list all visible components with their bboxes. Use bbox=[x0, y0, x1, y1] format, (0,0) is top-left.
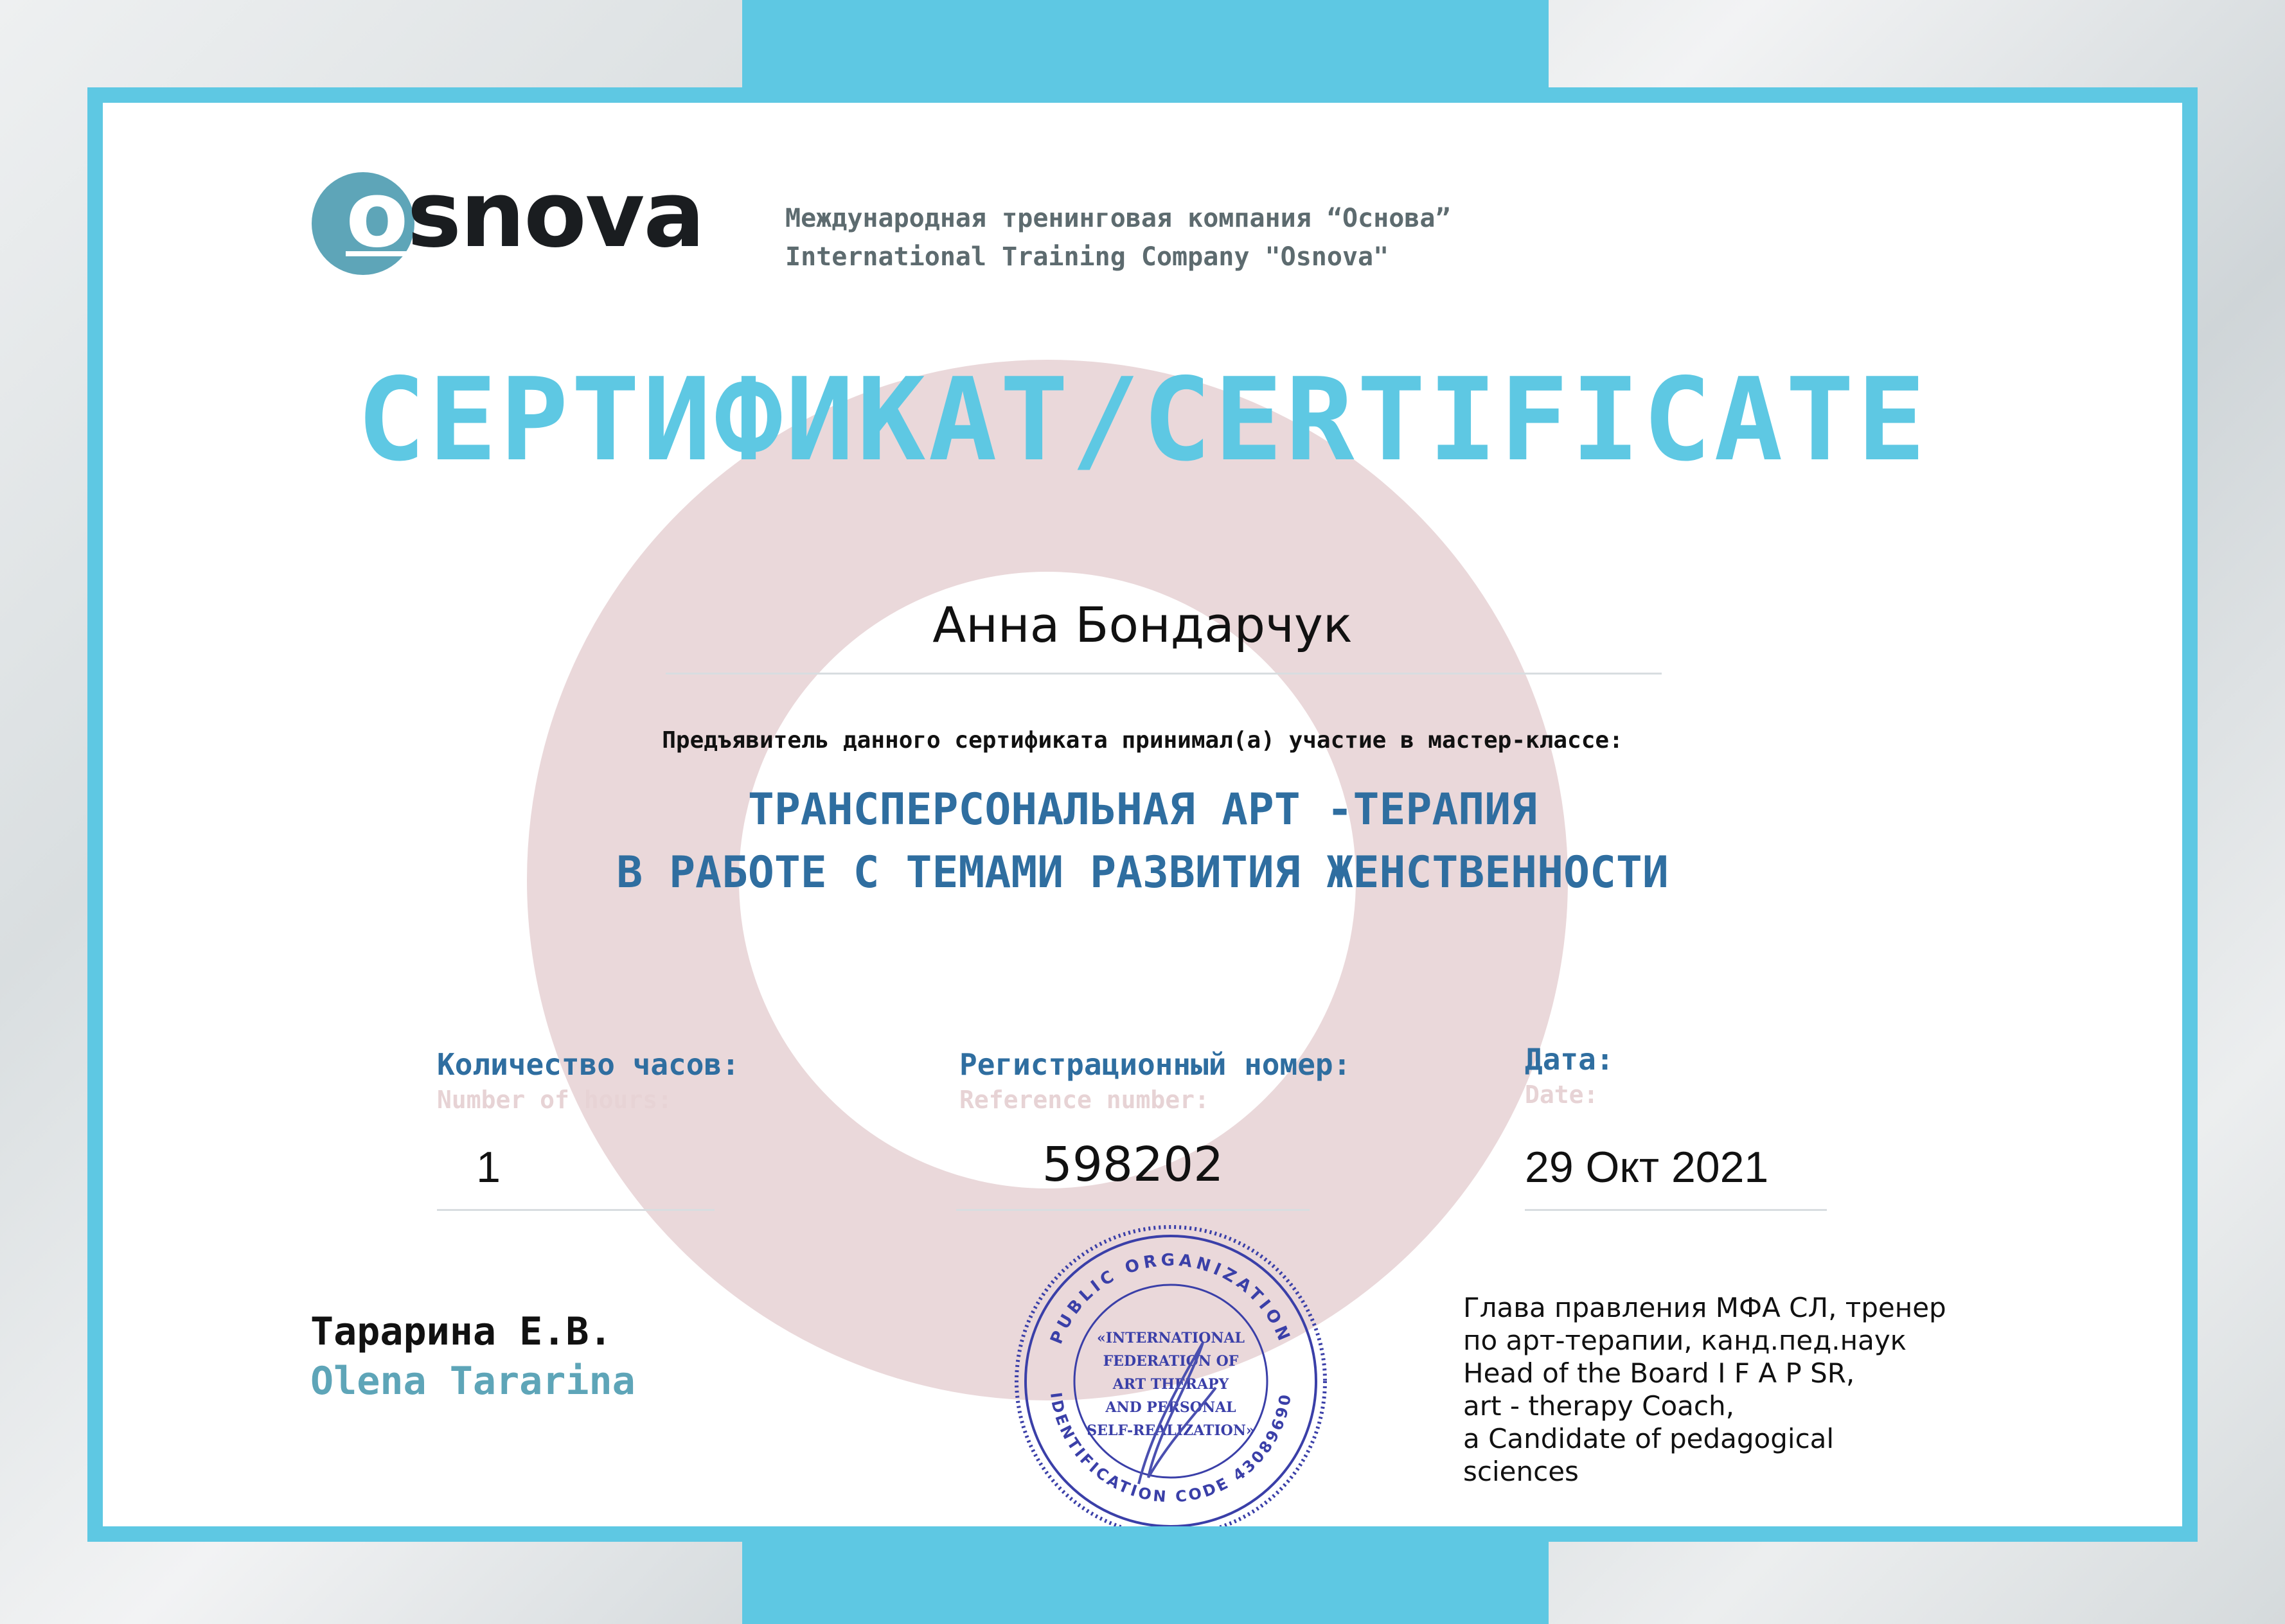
stamp-center-line: SELF-REALIZATION» bbox=[1087, 1422, 1255, 1439]
course-title bbox=[103, 779, 2182, 905]
signer-name-ru: Тарарина Е.В. bbox=[310, 1309, 612, 1354]
hours-sublabel: Number of hours: bbox=[437, 1086, 673, 1114]
date-label: Дата: bbox=[1525, 1042, 1614, 1077]
reference-value: 598202 bbox=[1042, 1137, 1224, 1192]
date-sublabel: Date: bbox=[1525, 1081, 1599, 1109]
stamp-center-line: AND PERSONAL bbox=[1105, 1399, 1236, 1416]
signer-position bbox=[1463, 1291, 2041, 1488]
date-value: 29 Окт 2021 bbox=[1525, 1143, 1769, 1192]
hours-value: 1 bbox=[476, 1143, 501, 1192]
top-blue-band bbox=[742, 0, 1549, 90]
position-line: sciences bbox=[1463, 1456, 1579, 1487]
position-line: Head of the Board I F A P SR, bbox=[1463, 1357, 1855, 1389]
company-name-en: International Training Company "Osnova" bbox=[785, 242, 1389, 272]
organization-stamp bbox=[1010, 1221, 1331, 1526]
hours-label: Количество часов: bbox=[437, 1047, 740, 1082]
stamp-bottom-text: IDENTIFICATION CODE 43089690 bbox=[1046, 1391, 1295, 1506]
date-underline bbox=[1525, 1209, 1827, 1211]
course-title-line-2: В РАБОТЕ С ТЕМАМИ РАЗВИТИЯ ЖЕНСТВЕННОСТИ bbox=[616, 847, 1669, 898]
position-line: a Candidate of pedagogical bbox=[1463, 1423, 1835, 1454]
bottom-blue-band bbox=[742, 1535, 1549, 1624]
company-name bbox=[785, 199, 1451, 276]
stamp-center-line: «INTERNATIONAL bbox=[1096, 1330, 1245, 1346]
logo-text-rest: snova bbox=[407, 162, 704, 268]
course-title-line-1: ТРАНСПЕРСОНАЛЬНАЯ АРТ -ТЕРАПИЯ bbox=[747, 784, 1538, 835]
recipient-underline bbox=[666, 673, 1662, 675]
position-line: по арт-терапии, канд.пед.наук bbox=[1463, 1325, 1907, 1356]
position-line: Глава правления МФА СЛ, тренер bbox=[1463, 1292, 1946, 1323]
stamp-center-line: ART THERAPY bbox=[1112, 1376, 1229, 1393]
company-name-ru: Международная тренинговая компания “Основа” bbox=[785, 204, 1451, 233]
certificate-title: СЕРТИФИКАТ/CERTIFICATE bbox=[357, 353, 1928, 486]
reference-sublabel: Reference number: bbox=[959, 1086, 1209, 1114]
stamp-center-line: FEDERATION OF bbox=[1103, 1353, 1239, 1370]
recipient-name: Анна Бондарчук bbox=[932, 596, 1353, 653]
certificate-intro: Предъявитель данного сертификата принимал(а) участие в мастер-классе: bbox=[662, 727, 1623, 754]
reference-underline bbox=[956, 1209, 1310, 1211]
certificate-paper bbox=[103, 103, 2182, 1526]
hours-underline bbox=[437, 1209, 715, 1211]
logo-letter-o: o bbox=[346, 162, 407, 268]
signer-name-en: Olena Tararina bbox=[310, 1359, 636, 1404]
position-line: art - therapy Coach, bbox=[1463, 1390, 1734, 1422]
osnova-logo bbox=[346, 162, 704, 268]
stamp-top-text: PUBLIC ORGANIZATION bbox=[1047, 1250, 1295, 1347]
reference-label: Регистрационный номер: bbox=[959, 1047, 1351, 1082]
